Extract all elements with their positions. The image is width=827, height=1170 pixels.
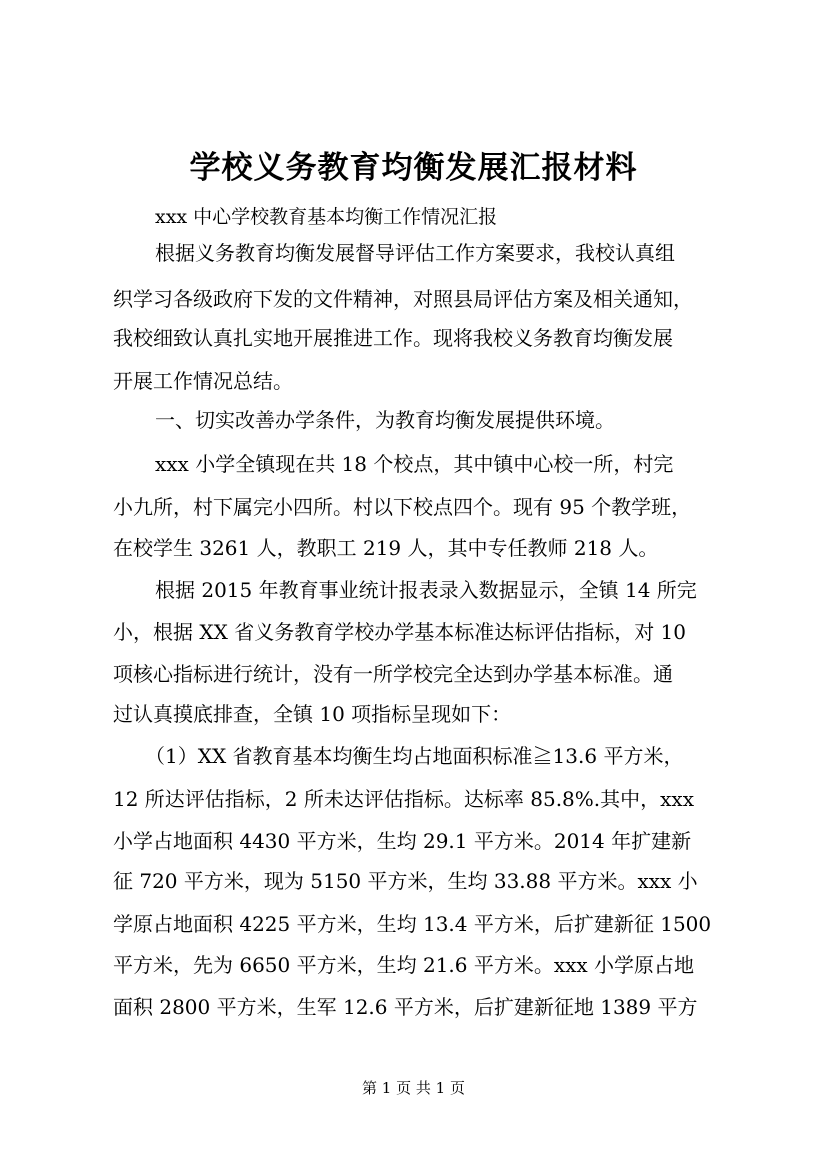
body-line: 在校学生 3261 人，教职工 219 人，其中专任教师 218 人。 <box>113 536 659 560</box>
body-line: 平方米，先为 6650 平方米，生均 21.6 平方米。xxx 小学原占地 <box>113 953 695 977</box>
body-line: 织学习各级政府下发的文件精神，对照县局评估方案及相关通知， <box>113 287 693 311</box>
body-line: 我校细致认真扎实地开展推进工作。现将我校义务教育均衡发展 <box>113 326 673 350</box>
section-heading: 一、切实改善办学条件，为教育均衡发展提供环境。 <box>155 408 615 432</box>
body-line: 项核心指标进行统计，没有一所学校完全达到办学基本标准。通 <box>113 662 673 686</box>
body-line: 开展工作情况总结。 <box>113 369 293 393</box>
body-line: 小九所，村下属完小四所。村以下校点四个。现有 95 个教学班， <box>113 495 692 519</box>
body-line: 根据义务教育均衡发展督导评估工作方案要求，我校认真组 <box>155 241 675 265</box>
body-line: 面积 2800 平方米，生军 12.6 平方米，后扩建新征地 1389 平方 <box>113 995 698 1019</box>
page-number-footer: 第 1 页 共 1 页 <box>362 1079 465 1097</box>
body-line: 小学占地面积 4430 平方米，生均 29.1 平方米。2014 年扩建新 <box>113 829 692 853</box>
body-line: 小，根据 XX 省义务教育学校办学基本标准达标评估指标，对 10 <box>113 620 686 644</box>
document-title: 学校义务教育均衡发展汇报材料 <box>189 150 638 186</box>
body-line: xxx 小学全镇现在共 18 个校点，其中镇中心校一所，村完 <box>155 452 674 476</box>
body-line: 过认真摸底排查，全镇 10 项指标呈现如下： <box>113 702 512 726</box>
body-line: 学原占地面积 4225 平方米，生均 13.4 平方米，后扩建新征 1500 <box>113 912 712 936</box>
body-line: 根据 2015 年教育事业统计报表录入数据显示，全镇 14 所完 <box>155 578 697 602</box>
document-subtitle: xxx 中心学校教育基本均衡工作情况汇报 <box>155 206 498 228</box>
body-line: 征 720 平方米，现为 5150 平方米，生均 33.88 平方米。xxx 小 <box>113 869 698 893</box>
body-line: 12 所达评估指标，2 所未达评估指标。达标率 85.8%.其中，xxx <box>113 787 694 811</box>
list-item-line: （1）XX 省教育基本均衡生均占地面积标准≧13.6 平方米， <box>145 744 684 768</box>
